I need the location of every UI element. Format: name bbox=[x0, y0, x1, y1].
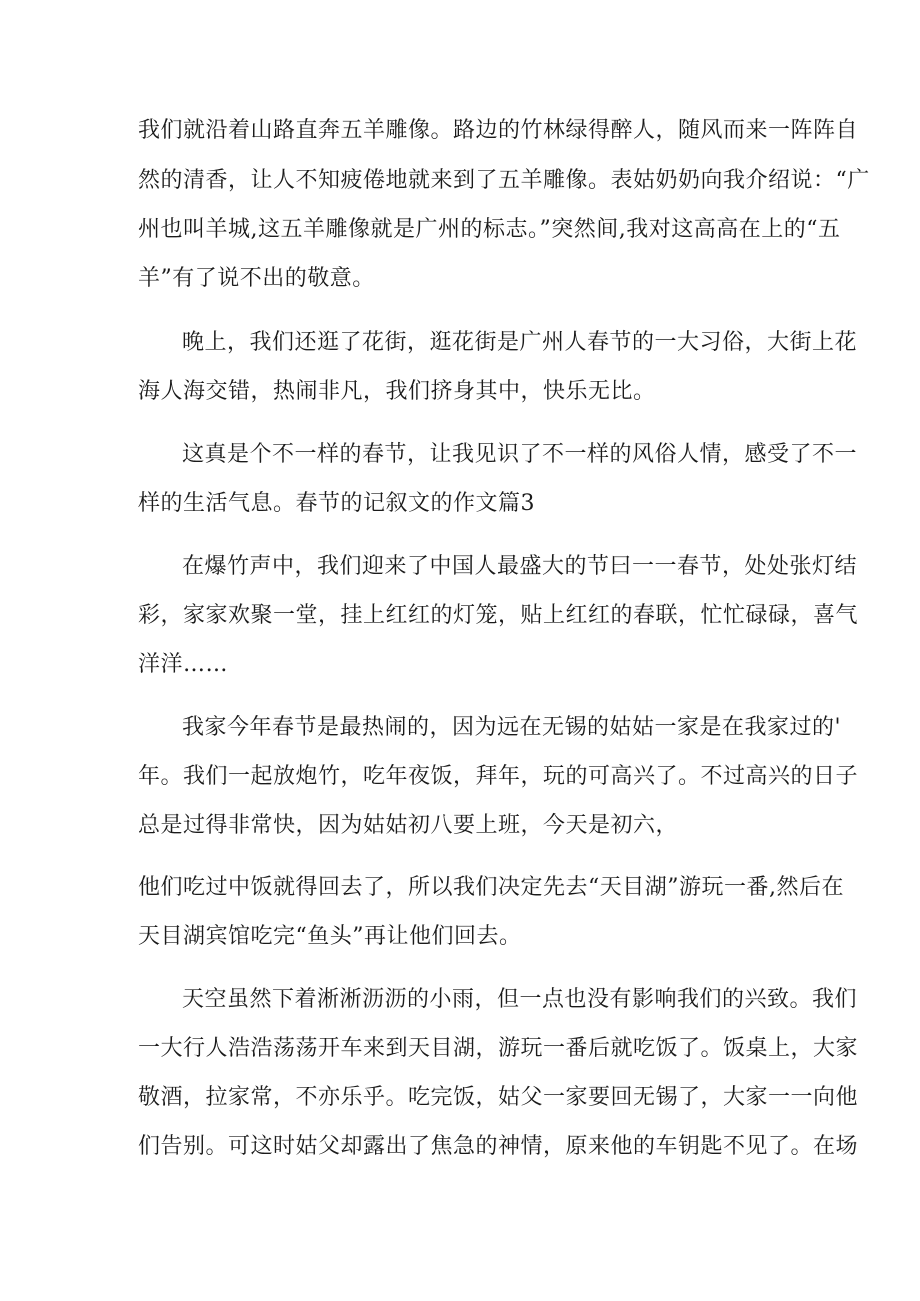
paragraph-1-line-2: 然的清香，让人不知疲倦地就来到了五羊雕像。表姑奶奶向我介绍说：“广 bbox=[138, 168, 870, 193]
paragraph-4-line-1: 在爆竹声中，我们迎来了中国人最盛大的节曰一一春节，处处张灯结 bbox=[182, 554, 858, 579]
paragraph-1-line-1: 我们就沿着山路直奔五羊雕像。路边的竹林绿得醉人，随风而来一阵阵自 bbox=[138, 118, 859, 143]
paragraph-2-line-1: 晚上，我们还逛了花街，逛花街是广州人春节的一大习俗，大街上花 bbox=[182, 330, 858, 355]
paragraph-6-line-2: 天目湖宾馆吃完“鱼头”再让他们回去。 bbox=[138, 924, 522, 949]
paragraph-5-line-1: 我家今年春节是最热闹的，因为远在无锡的姑姑一家是在我家过的' bbox=[182, 715, 842, 740]
paragraph-4-line-3: 洋洋…… bbox=[138, 652, 229, 677]
paragraph-7-line-1: 天空虽然下着淅淅沥沥的小雨，但一点也没有影响我们的兴致。我们 bbox=[182, 987, 858, 1012]
paragraph-1-line-3: 州也叫羊城,这五羊雕像就是广州的标志。”突然间,我对这高高在上的“五 bbox=[138, 217, 841, 242]
paragraph-3-line-2: 样的生活气息。春节的记叙文的作文篇3 bbox=[138, 491, 535, 516]
paragraph-2-line-2: 海人海交错，热闹非凡，我们挤身其中，快乐无比。 bbox=[138, 379, 656, 404]
paragraph-4-line-2: 彩，家家欢聚一堂，挂上红红的灯笼，贴上红红的春联，忙忙碌碌，喜气 bbox=[138, 603, 859, 628]
paragraph-7-line-4: 们告别。可这时姑父却露出了焦急的神情，原来他的车钥匙不见了。在场 bbox=[138, 1134, 859, 1159]
paragraph-6-line-1: 他们吃过中饭就得回去了，所以我们决定先去“天目湖”游玩一番,然后在 bbox=[138, 875, 844, 900]
paragraph-5-line-3: 总是过得非常快，因为姑姑初八要上班，今天是初六， bbox=[138, 813, 679, 838]
paragraph-1-line-4: 羊”有了说不出的敬意。 bbox=[138, 266, 375, 291]
paragraph-7-line-3: 敬酒，拉家常，不亦乐乎。吃完饭，姑父一家要回无锡了，大家一一向他 bbox=[138, 1085, 859, 1110]
paragraph-3-line-1: 这真是个不一样的春节，让我见识了不一样的风俗人情，感受了不一 bbox=[182, 442, 858, 467]
paragraph-5-line-2: 年。我们一起放炮竹，吃年夜饭，拜年，玩的可高兴了。不过高兴的日子 bbox=[138, 764, 859, 789]
paragraph-7-line-2: 一大行人浩浩荡荡开车来到天目湖，游玩一番后就吃饭了。饭桌上，大家 bbox=[138, 1036, 859, 1061]
